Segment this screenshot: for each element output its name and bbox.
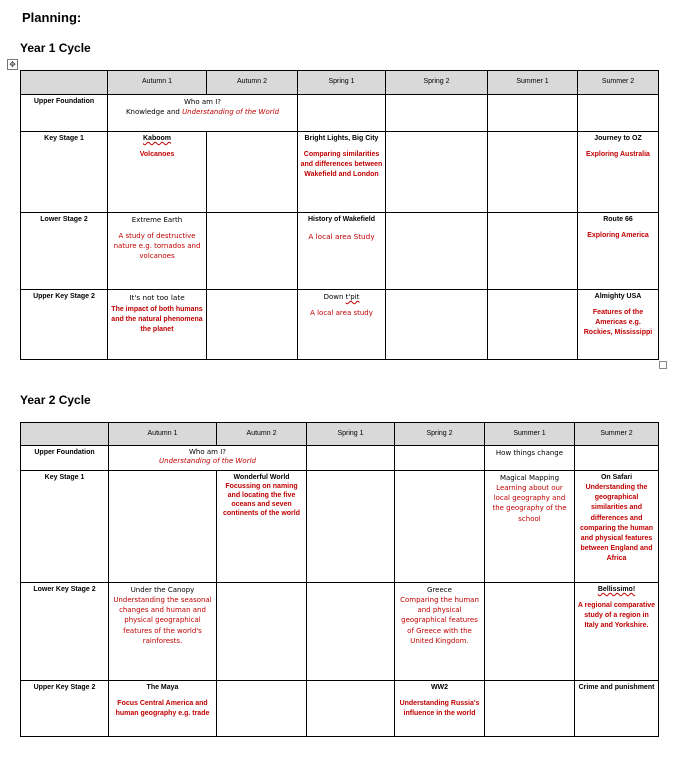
topic-cell <box>578 132 659 213</box>
empty-cell <box>298 95 386 132</box>
topic-cell <box>395 583 485 681</box>
topic-title: Bright Lights, Big City <box>304 135 379 142</box>
topic-subtitle: Understanding the seasonal changes and human and physical geographical features of the world's rainforests. <box>113 596 212 645</box>
header-spring1: Spring 1 <box>307 423 395 446</box>
topic-subtitle: A local area Study <box>308 232 375 242</box>
topic-cell <box>109 446 307 471</box>
topic-subtitle: Understanding the geographical similarities and differences and comparing the human and physical features between England and Africa <box>579 484 654 563</box>
topic-subtitle: Focus Central America and human geography e.g. trade <box>115 700 210 718</box>
empty-cell <box>488 95 578 132</box>
year1-row-upper-foundation <box>21 95 659 132</box>
empty-cell <box>488 213 578 290</box>
topic-title: Extreme Earth <box>131 216 183 224</box>
topic-title <box>300 292 383 302</box>
topic-cell <box>109 583 217 681</box>
topic-cell <box>298 132 386 213</box>
empty-cell <box>386 290 488 360</box>
empty-cell <box>207 132 298 213</box>
empty-cell <box>307 446 395 471</box>
topic-red: Understanding of the World <box>182 108 280 117</box>
empty-cell <box>307 471 395 583</box>
empty-cell <box>485 583 575 681</box>
empty-cell <box>307 583 395 681</box>
topic-title-b: t'pit <box>345 293 360 301</box>
topic-title: Journey to OZ <box>594 135 642 142</box>
stage-label: Upper Foundation <box>21 446 109 471</box>
topic-title: Magical Mapping <box>499 474 560 482</box>
empty-cell <box>307 681 395 737</box>
topic-cell <box>485 471 575 583</box>
header-spring2: Spring 2 <box>386 71 488 95</box>
page-title: Planning: <box>22 10 82 25</box>
table-resize-handle-icon[interactable] <box>659 361 667 369</box>
topic-cell <box>298 290 386 360</box>
topic-title: Under the Canopy <box>130 586 195 594</box>
topic-cell: Crime and punishment <box>575 681 659 737</box>
empty-cell <box>575 446 659 471</box>
header-autumn1: Autumn 1 <box>109 423 217 446</box>
header-autumn1: Autumn 1 <box>108 71 207 95</box>
topic-title: The Maya <box>146 684 179 691</box>
header-autumn2: Autumn 2 <box>217 423 307 446</box>
empty-cell <box>488 132 578 213</box>
empty-cell <box>217 681 307 737</box>
stage-label: Key Stage 1 <box>21 471 109 583</box>
year2-row-ks1 <box>21 471 659 583</box>
empty-cell <box>485 681 575 737</box>
empty-cell <box>217 583 307 681</box>
empty-cell <box>395 446 485 471</box>
topic-cell <box>108 95 298 132</box>
year2-table <box>20 422 659 737</box>
topic-title: Wonderful World <box>233 474 290 481</box>
empty-cell <box>207 290 298 360</box>
topic-subtitle: A local area study <box>310 309 373 318</box>
empty-cell <box>109 471 217 583</box>
topic-cell <box>108 132 207 213</box>
topic-cell <box>298 213 386 290</box>
topic-title: Who am I? <box>189 448 226 456</box>
topic-cell <box>395 681 485 737</box>
stage-label: Upper Foundation <box>21 95 108 132</box>
topic-title: History of Wakefield <box>307 216 376 223</box>
topic-subtitle: Understanding Russia's influence in the world <box>399 700 480 718</box>
topic-cell <box>108 213 207 290</box>
stage-label: Lower Stage 2 <box>21 213 108 290</box>
header-spring1: Spring 1 <box>298 71 386 95</box>
header-blank <box>21 71 108 95</box>
year2-row-lks2 <box>21 583 659 681</box>
stage-label: Upper Key Stage 2 <box>21 681 109 737</box>
topic-title: WW2 <box>430 684 449 691</box>
topic-subtitle: Exploring America <box>587 232 649 240</box>
topic-title: Greece <box>427 586 452 594</box>
topic-subtitle: Exploring Australia <box>586 151 650 159</box>
header-summer2: Summer 2 <box>578 71 659 95</box>
topic-subtitle: Features of the Americas e.g. Rockies, Mississippi <box>583 309 653 337</box>
topic-subtitle: Comparing the human and physical geographical features of Greece with the United Kingdom. <box>400 596 479 645</box>
year1-table <box>20 70 659 360</box>
header-blank <box>21 423 109 446</box>
topic-cell <box>578 213 659 290</box>
header-summer1: Summer 1 <box>488 71 578 95</box>
topic-subtitle <box>110 107 295 117</box>
empty-cell <box>578 95 659 132</box>
topic-title: On Safari <box>600 474 633 481</box>
topic-subtitle: Understanding of the World <box>159 457 256 466</box>
table-move-handle-icon[interactable]: ✥ <box>7 59 18 70</box>
topic-title: Route 66 <box>603 216 633 223</box>
topic-title: Kaboom <box>143 135 171 142</box>
year2-row-upper-foundation <box>21 446 659 471</box>
topic-cell <box>217 471 307 583</box>
header-spring2: Spring 2 <box>395 423 485 446</box>
year2-header-row <box>21 423 659 446</box>
topic-title: It's not too late <box>129 293 185 302</box>
topic-title: Almighty USA <box>594 293 642 300</box>
stage-label: Key Stage 1 <box>21 132 108 213</box>
topic-subtitle: The impact of both humans and the natural phenomena the planet <box>111 305 203 334</box>
year1-row-ks1 <box>21 132 659 213</box>
empty-cell <box>395 471 485 583</box>
topic-title: Who am I? <box>184 98 221 106</box>
topic-subtitle: Focussing on naming and locating the five oceans and seven continents of the world <box>223 483 300 518</box>
topic-subtitle: Learning about our local geography and the geography of the school <box>492 484 567 523</box>
stage-label: Upper Key Stage 2 <box>21 290 108 360</box>
year1-row-uks2 <box>21 290 659 360</box>
topic-subtitle: A study of destructive nature e.g. tornados and volcanoes <box>113 232 201 261</box>
year2-title: Year 2 Cycle <box>20 393 91 407</box>
topic-cell <box>108 290 207 360</box>
topic-title-a: Down <box>323 293 346 301</box>
year1-header-row <box>21 71 659 95</box>
year1-row-lks2 <box>21 213 659 290</box>
header-autumn2: Autumn 2 <box>207 71 298 95</box>
topic-cell <box>109 681 217 737</box>
topic-title: Bellissimo! <box>597 586 636 593</box>
topic-cell <box>575 583 659 681</box>
topic-subtitle: Volcanoes <box>139 151 175 159</box>
topic-cell <box>575 471 659 583</box>
header-summer2: Summer 2 <box>575 423 659 446</box>
topic-subtitle: A regional comparative study of a region in Italy and Yorkshire. <box>577 602 656 630</box>
stage-label: Lower Key Stage 2 <box>21 583 109 681</box>
empty-cell <box>386 95 488 132</box>
empty-cell <box>386 213 488 290</box>
header-summer1: Summer 1 <box>485 423 575 446</box>
topic-subtitle: Comparing similarities and differences between Wakefield and London <box>300 151 383 179</box>
topic-cell: How things change <box>485 446 575 471</box>
empty-cell <box>386 132 488 213</box>
empty-cell <box>207 213 298 290</box>
empty-cell <box>488 290 578 360</box>
year1-title: Year 1 Cycle <box>20 41 91 55</box>
year2-row-uks2 <box>21 681 659 737</box>
topic-cell <box>578 290 659 360</box>
topic-prefix: Knowledge and <box>125 108 180 117</box>
